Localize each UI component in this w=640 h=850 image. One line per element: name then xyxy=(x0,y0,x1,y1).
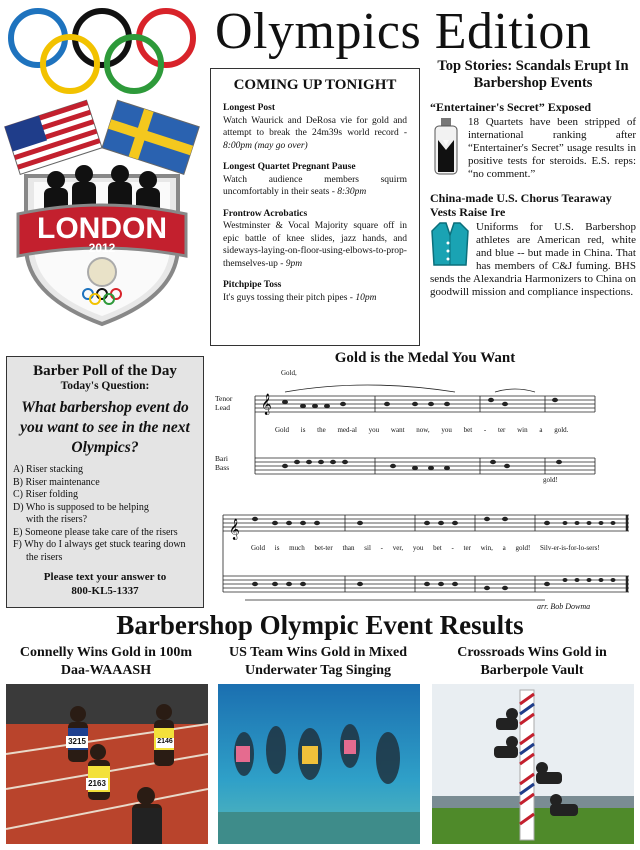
voice-label-bottom: Bari Bass xyxy=(215,454,230,472)
svg-text:𝄞: 𝄞 xyxy=(229,519,240,540)
music-cue: Gold, xyxy=(281,369,297,377)
poll-phone: 800-KL5-1337 xyxy=(71,585,139,597)
svg-text:𝄞: 𝄞 xyxy=(261,394,272,415)
poll-subheading: Today's Question: xyxy=(60,380,150,392)
gold-tag: gold! xyxy=(543,476,558,484)
tonight-item: Longest Quartet Pregnant Pause Watch audience members squirm uncomfortably in their seats - 8:30pm xyxy=(223,162,407,197)
result-headline: Connelly Wins Gold in 100m Daa-WAAASH xyxy=(19,645,193,678)
poll-option: A) Riser stacking xyxy=(13,464,83,475)
poll-question: What barbershop event do you want to see in the next Olympics? xyxy=(20,399,190,456)
barber-poll-box xyxy=(6,356,204,608)
bib-number: 3215 xyxy=(68,737,86,746)
tonight-heading: COMING UP TONIGHT xyxy=(233,77,397,93)
result-headline: US Team Wins Gold in Mixed Underwater Tag Singing xyxy=(228,645,408,678)
poll-cta: Please text your answer to xyxy=(43,571,167,583)
olympic-rings-icon xyxy=(4,4,200,94)
pin-year: 2012 xyxy=(88,241,116,255)
story-body: 18 Quartets have been stripped of international ranking after “Entertainer's Secret” usage results in positive tests for steroids. E.S. reps: “no comment.” xyxy=(430,116,636,181)
poll-option: the risers xyxy=(26,551,63,563)
barberpole-photo xyxy=(432,684,634,844)
masthead-title: Olympics Edition xyxy=(215,3,592,60)
pin-city: LONDON xyxy=(37,212,167,245)
poll-option: with the risers? xyxy=(26,514,88,525)
voice-label-top: Tenor Lead xyxy=(215,394,233,412)
top-stories xyxy=(430,58,636,299)
poll-option: B) Riser maintenance xyxy=(13,476,100,488)
top-stories-heading: Top Stories: Scandals Erupt In Barbershop Events xyxy=(437,58,629,91)
coming-up-tonight-box xyxy=(210,68,420,346)
result-headline: Crossroads Wins Gold in Barberpole Vault xyxy=(457,645,607,678)
sheet-music xyxy=(215,350,635,612)
tonight-item: Frontrow Acrobatics Westminster & Vocal Majority square off in epic battle of knee slides, jazz hands, and sideways-laying-on-floor-using-elbows-to-prop-themselves-up - 9pm xyxy=(223,208,407,269)
vest-icon xyxy=(430,221,470,267)
tonight-item: Pitchpipe Toss It's guys tossing their pitch pipes - 10pm xyxy=(223,280,377,303)
bottle-icon xyxy=(430,116,462,176)
poll-options xyxy=(13,464,197,564)
arranger-credit: arr. Bob Dowma xyxy=(537,602,591,611)
story-headline: China-made U.S. Chorus Tearaway Vests Raise Ire xyxy=(430,191,612,219)
lyrics-line-2: Gold is much bet-ter than sil - ver, you bet - ter win, a gold! Silv-er-is-for-lo-sers! xyxy=(251,544,600,552)
story-headline: “Entertainer's Secret” Exposed xyxy=(430,100,592,114)
tonight-item: Longest Post Watch Waurick and DeRosa vie for gold and attempt to break the 24m39s world record - 8:00pm (may go over) xyxy=(223,103,407,151)
bib-number: 2146 xyxy=(157,738,173,745)
poll-option: C) Riser folding xyxy=(13,489,78,500)
music-title: Gold is the Medal You Want xyxy=(334,350,516,366)
lyrics-line-1: Gold is the med-al you want now, you bet - ter win a gold. xyxy=(275,426,569,434)
staff-notation xyxy=(215,370,635,612)
underwater-photo xyxy=(218,684,420,844)
results-heading: Barbershop Olympic Event Results xyxy=(116,610,524,640)
poll-option: E) Someone please take care of the risers xyxy=(13,526,178,538)
sprint-photo xyxy=(6,684,208,844)
poll-option: F) Why do I always get stuck tearing down xyxy=(13,539,186,550)
london-2012-pin xyxy=(4,96,200,328)
poll-heading: Barber Poll of the Day xyxy=(33,363,177,379)
poll-option: D) Who is supposed to be helping xyxy=(13,501,149,513)
story-body: Uniforms for U.S. Barbershop athletes are American red, white and blue -- but made in China. That has members of C&J fuming. BHS sends the Alexandria Harmonizers to China on goodwill mission and compliance inspections. xyxy=(430,221,636,298)
bib-number: 2163 xyxy=(88,779,106,788)
